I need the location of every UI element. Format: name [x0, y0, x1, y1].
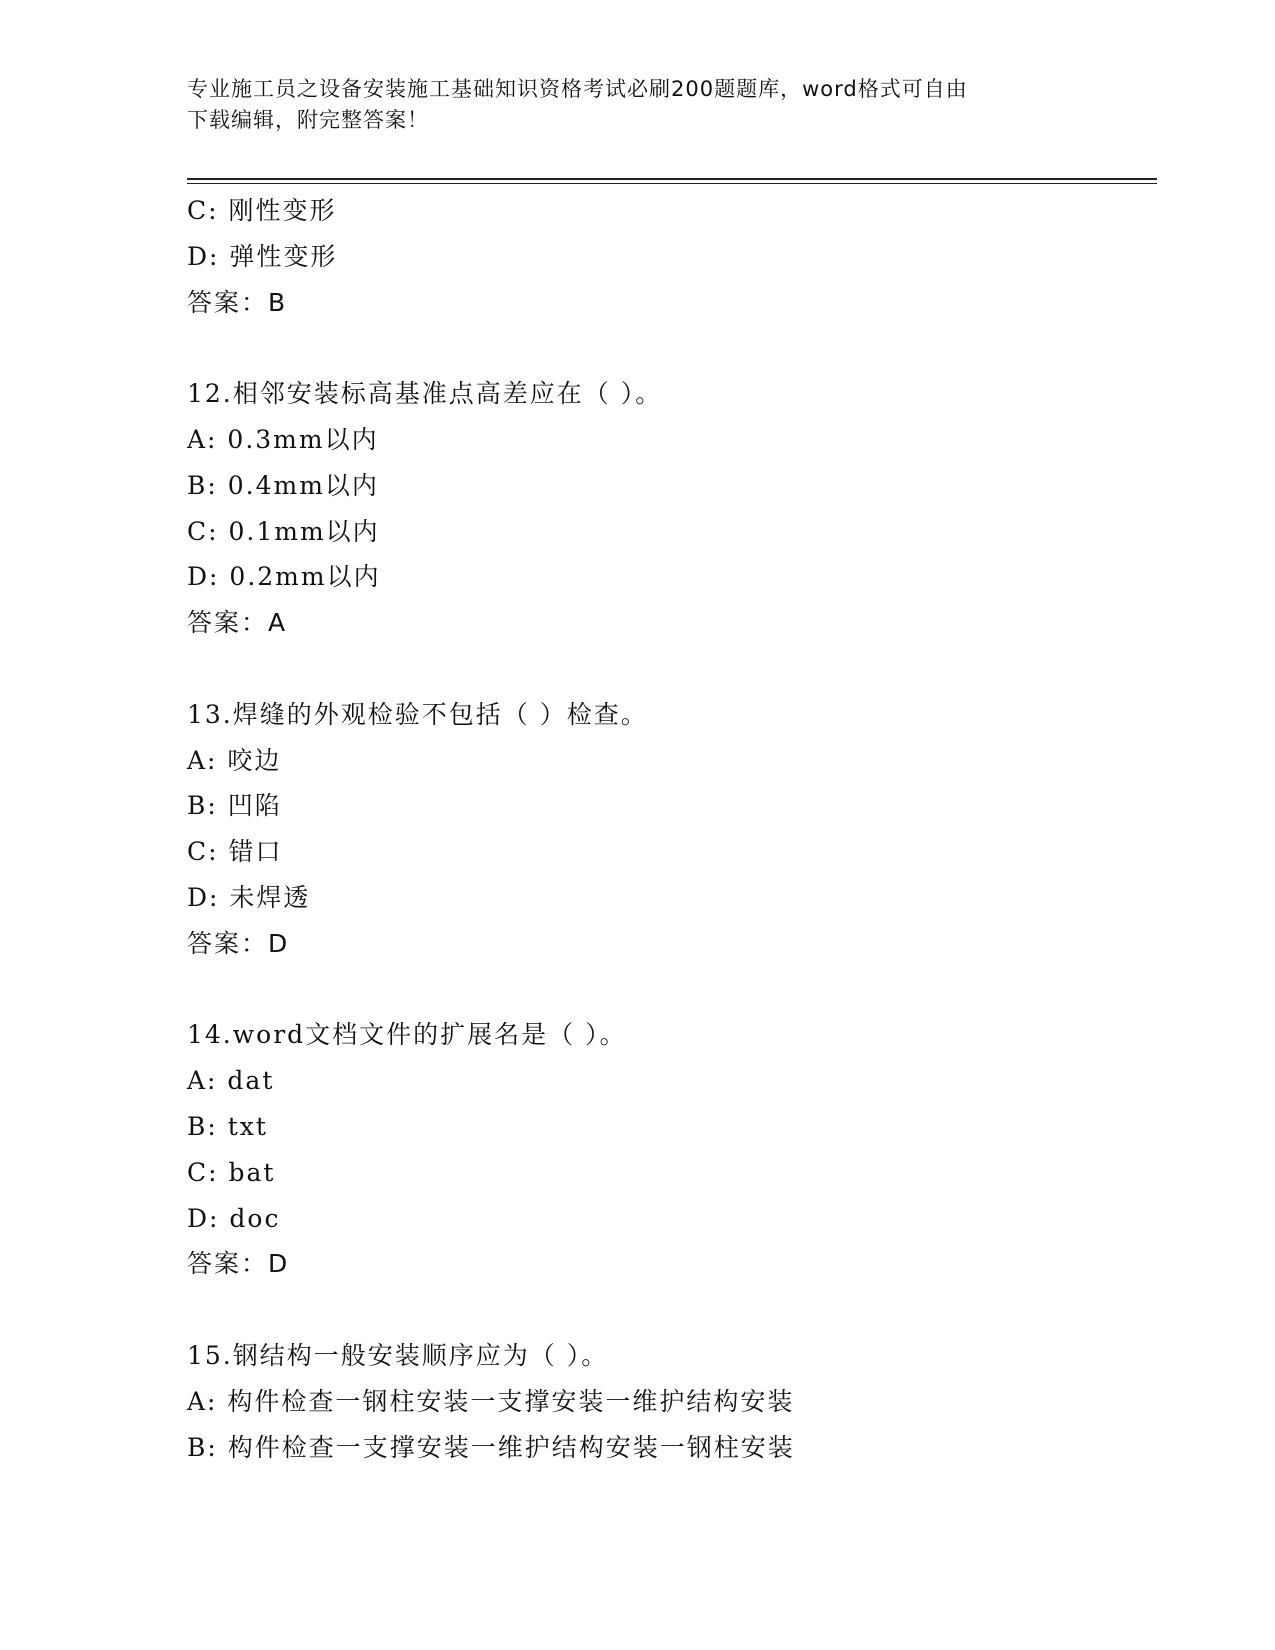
- document-header: [187, 74, 1067, 136]
- spacer: [187, 646, 1147, 692]
- spacer: [187, 967, 1147, 1013]
- answer-text: 答案：B: [187, 287, 288, 317]
- option-text: B: 0.4mm以内: [187, 470, 379, 500]
- option-text: D: 0.2mm以内: [187, 562, 381, 592]
- option-text: B: 构件检查一支撑安装一维护结构安装一钢柱安装: [187, 1432, 795, 1462]
- option-text: A: 咬边: [187, 745, 282, 775]
- option-text: C: 刚性变形: [187, 196, 337, 225]
- question-list: [187, 188, 1147, 1470]
- question-text: 13.焊缝的外观检验不包括（ ）检查。: [187, 699, 648, 729]
- spacer: [187, 325, 1147, 371]
- option-text: B: txt: [187, 1111, 268, 1141]
- option-text: D: 未焊透: [187, 882, 311, 912]
- option-text: A: dat: [187, 1066, 275, 1096]
- option-text: A: 构件检查一钢柱安装一支撑安装一维护结构安装: [187, 1386, 795, 1416]
- option-text: C: 错口: [187, 837, 283, 867]
- option-text: A: 0.3mm以内: [187, 424, 379, 454]
- document-title-line-2: 下载编辑，附完整答案！: [187, 108, 429, 132]
- question-text: 14.word文档文件的扩展名是（ ）。: [187, 1020, 627, 1050]
- answer-text: 答案：D: [187, 928, 290, 958]
- option-text: D: doc: [187, 1203, 281, 1233]
- question-text: 15.钢结构一般安装顺序应为（ ）。: [187, 1340, 609, 1370]
- option-text: D: 弹性变形: [187, 241, 338, 271]
- option-text: B: 凹陷: [187, 791, 282, 821]
- option-text: C: 0.1mm以内: [187, 516, 380, 546]
- answer-text: 答案：A: [187, 608, 288, 638]
- option-text: C: bat: [187, 1157, 276, 1187]
- header-divider-thin: [187, 183, 1157, 184]
- answer-text: 答案：D: [187, 1249, 290, 1279]
- document-title-line-1: 专业施工员之设备安装施工基础知识资格考试必刷200题题库，word格式可自由: [187, 77, 968, 101]
- header-divider-thick: [187, 178, 1157, 180]
- spacer: [187, 1287, 1147, 1333]
- question-text: 12.相邻安装标高基准点高差应在（ ）。: [187, 379, 663, 409]
